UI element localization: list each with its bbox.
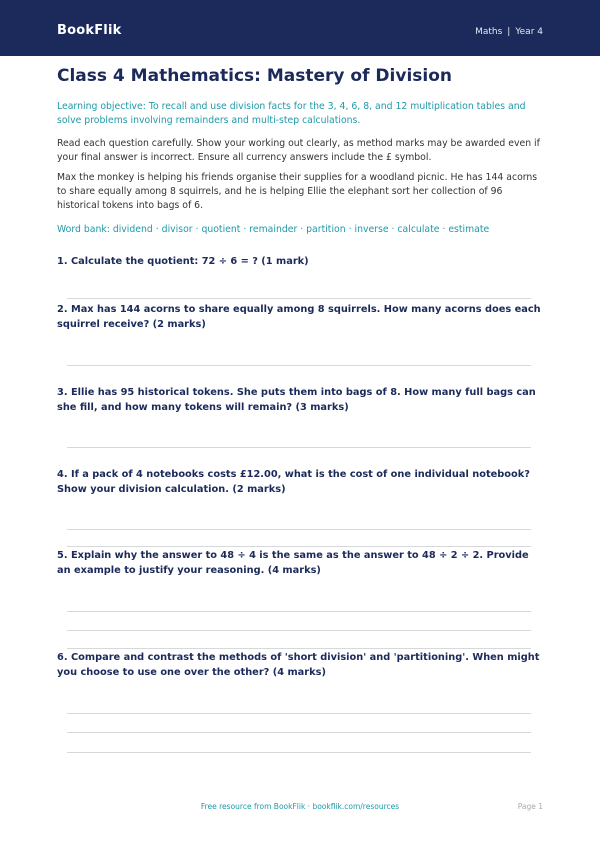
question-5: 5. Explain why the answer to 48 ÷ 4 is the same as the answer to 48 ÷ 2 ÷ 2. Provide an example to justify your reasoning. (4 marks) [57, 550, 529, 576]
year-label: Year 4 [515, 27, 543, 37]
answer-line[interactable] [67, 546, 531, 547]
question-3: 3. Ellie has 95 historical tokens. She puts them into bags of 8. How many full bags can she fill, and how many tokens will remain? (3 marks) [57, 387, 536, 413]
answer-line[interactable] [67, 732, 531, 733]
answer-line[interactable] [67, 752, 531, 753]
subject-label: Maths [475, 27, 503, 37]
story-paragraph: Max the monkey is helping his friends organise their supplies for a woodland picnic. He has 144 acorns to share equally among 8 squirrels, and he is helping Ellie the elephant sort her collection of 96 historical tokens into bags of 6. [57, 172, 538, 211]
page-number: Page 1 [517, 802, 543, 811]
question-1: 1. Calculate the quotient: 72 ÷ 6 = ? (1 mark) [57, 256, 309, 267]
answer-line[interactable] [67, 529, 531, 530]
instructions-paragraph: Read each question carefully. Show your working out clearly, as method marks may be awarded even if your final answer is incorrect. Ensure all currency answers include the £ symbol. [57, 138, 540, 163]
answer-line[interactable] [67, 447, 531, 448]
answer-line[interactable] [67, 648, 531, 649]
header-meta [475, 27, 543, 37]
question-2: 2. Max has 144 acorns to share equally among 8 squirrels. How many acorns does each squirrel receive? (2 marks) [57, 304, 541, 330]
answer-line[interactable] [67, 611, 531, 612]
answer-line[interactable] [67, 298, 531, 299]
answer-line[interactable] [67, 630, 531, 631]
answer-line[interactable] [67, 365, 531, 366]
word-bank: Word bank: dividend · divisor · quotient · remainder · partition · inverse · calculate · estimate [57, 224, 490, 235]
learning-objective: Learning objective: To recall and use division facts for the 3, 4, 6, 8, and 12 multiplication tables and solve problems involving remainders and multi-step calculations. [57, 101, 526, 126]
answer-line[interactable] [67, 713, 531, 714]
meta-separator: | [507, 27, 511, 37]
brand-logo: BookFlik [57, 23, 122, 38]
page-title: Class 4 Mathematics: Mastery of Division [57, 66, 452, 86]
footer-credit[interactable]: Free resource from BookFlik · bookflik.com/resources [200, 802, 400, 811]
question-6: 6. Compare and contrast the methods of 'short division' and 'partitioning'. When might you choose to use one over the other? (4 marks) [57, 652, 540, 678]
header-bar [0, 0, 600, 56]
question-4: 4. If a pack of 4 notebooks costs £12.00, what is the cost of one individual notebook? Show your division calculation. (2 marks) [57, 469, 530, 495]
